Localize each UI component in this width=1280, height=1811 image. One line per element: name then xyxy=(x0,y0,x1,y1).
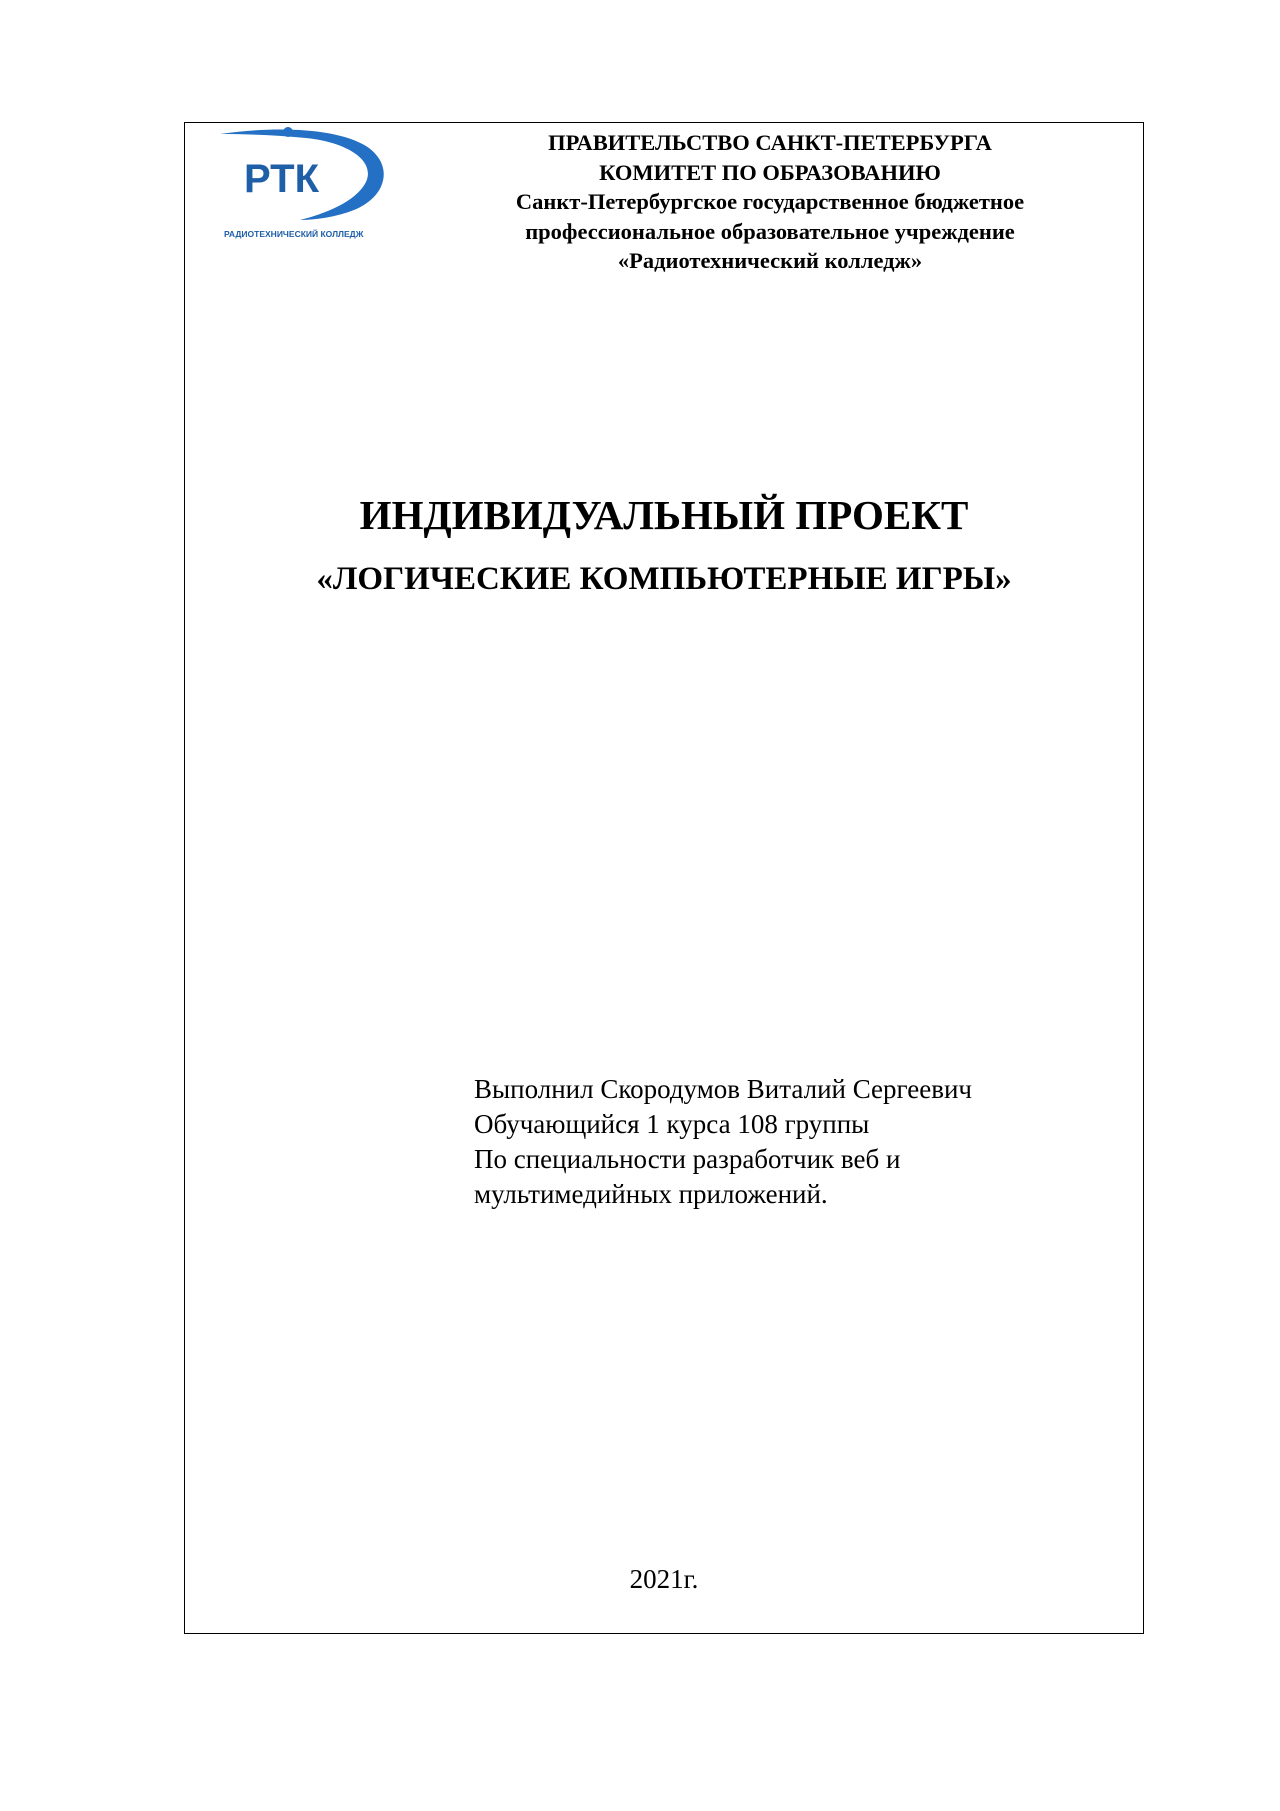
author-line-group: Обучающийся 1 курса 108 группы xyxy=(474,1109,870,1139)
college-logo xyxy=(216,124,396,246)
header-line-committee: КОМИТЕТ ПО ОБРАЗОВАНИЮ xyxy=(599,159,941,185)
author-block xyxy=(474,1072,1114,1212)
document-year: 2021г. xyxy=(629,1564,699,1594)
author-line-specialty: По специальности разработчик веб и xyxy=(474,1144,901,1174)
author-line-specialty-cont: мультимедийных приложений. xyxy=(474,1179,828,1209)
page-border xyxy=(184,122,1144,1634)
header-line-government: ПРАВИТЕЛЬСТВО САНКТ-ПЕТЕРБУРГА xyxy=(548,130,992,155)
logo-emblem-icon xyxy=(216,124,396,246)
logo-abbr: РТК xyxy=(244,157,319,201)
institution-header xyxy=(440,128,1100,276)
header-line-institution-kind: профессиональное образовательное учреждение xyxy=(525,218,1015,244)
author-line-name: Выполнил Скородумов Виталий Сергеевич xyxy=(474,1074,972,1104)
document-title: ИНДИВИДУАЛЬНЫЙ ПРОЕКТ xyxy=(359,492,969,538)
project-subtitle: «ЛОГИЧЕСКИЕ КОМПЬЮТЕРНЫЕ ИГРЫ» xyxy=(316,561,1012,597)
header-line-college-name: «Радиотехнический колледж» xyxy=(617,248,923,273)
logo-caption: РАДИОТЕХНИЧЕСКИЙ КОЛЛЕДЖ xyxy=(224,229,364,239)
header-line-institution-type: Санкт-Петербургское государственное бюджетное xyxy=(515,189,1025,214)
logo-orbit-dot xyxy=(283,127,293,137)
